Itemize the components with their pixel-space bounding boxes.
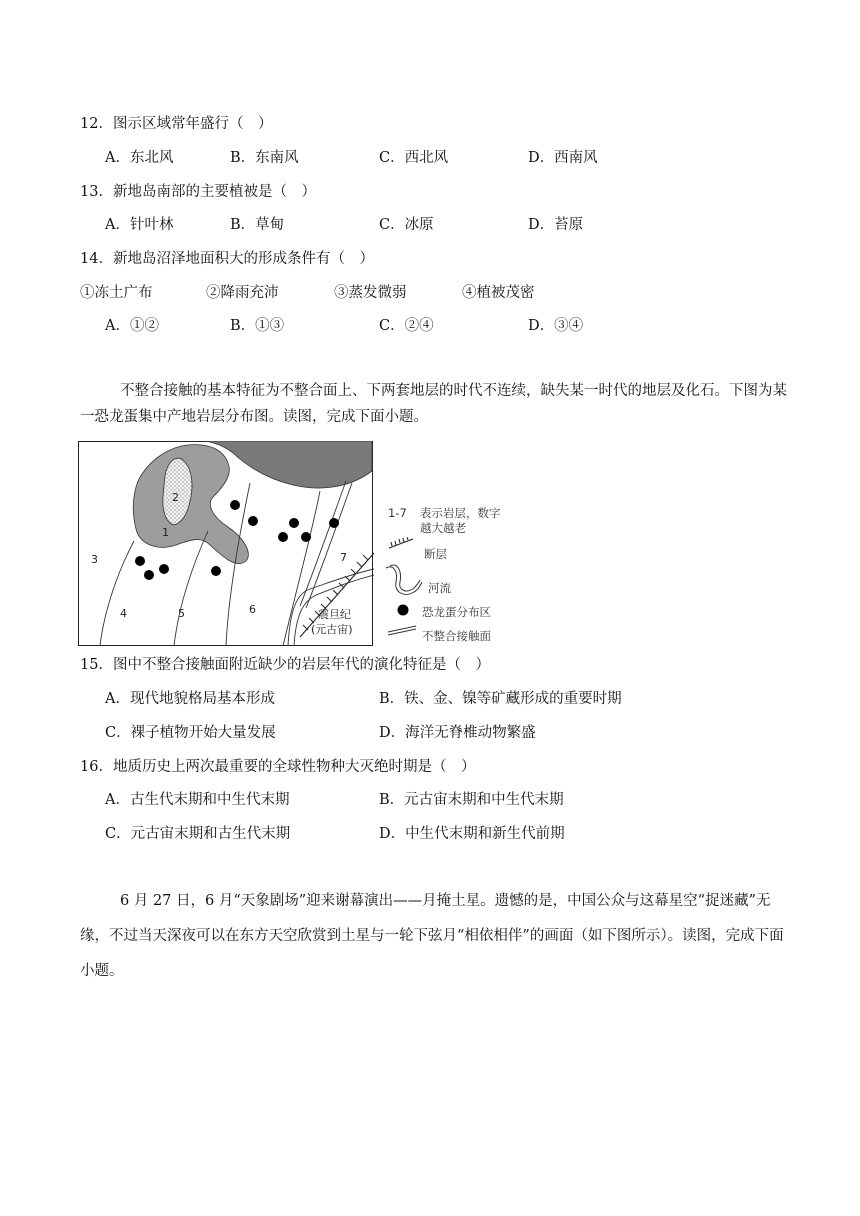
q15-option-b[interactable]: B．铁、金、镍等矿藏形成的重要时期 [379, 691, 622, 707]
question-15-stem: 15．图中不整合接触面附近缺少的岩层年代的演化特征是（ ） [80, 657, 490, 673]
label-layer-5: 5 [178, 607, 185, 620]
egg-dot [289, 518, 299, 528]
legend-layers-key: 1-7 [388, 506, 407, 520]
question-13-stem: 13．新地岛南部的主要植被是（ ） [80, 184, 316, 200]
egg-dot [211, 566, 221, 576]
legend-eggs: 恐龙蛋分布区 [422, 605, 491, 619]
q15-option-a[interactable]: A．现代地貌格局基本形成 [105, 691, 275, 707]
q15-option-d[interactable]: D．海洋无脊椎动物繁盛 [379, 725, 536, 741]
legend-river: 河流 [428, 581, 451, 595]
label-layer-7: 7 [340, 551, 347, 564]
q13-option-c[interactable]: C．冰原 [379, 217, 434, 233]
q14-condition-2: ②降雨充沛 [206, 285, 279, 301]
q16-option-d[interactable]: D．中生代末期和新生代前期 [379, 826, 565, 842]
egg-dot [278, 532, 288, 542]
label-layer-2: 2 [172, 491, 179, 504]
legend-layers-line1: 表示岩层，数字 [420, 506, 501, 520]
passage-unconformity: 不整合接触的基本特征为不整合面上、下两套地层的时代不连续，缺失某一时代的地层及化石。下图为某一恐龙蛋集中产地岩层分布图。读图，完成下面小题。 [80, 383, 787, 425]
q12-option-a[interactable]: A．东北风 [105, 150, 174, 166]
legend-layers-line2: 越大越老 [420, 521, 466, 535]
rock-layer-map [78, 441, 374, 647]
label-proterozoic: (元古宙) [311, 623, 353, 636]
passage-saturn-occultation: 6 月 27 日，6 月“天象剧场”迎来谢幕演出——月掩土星。遗憾的是，中国公众与这幕星空“捉迷藏”无缘，不过当天深夜可以在东方天空欣赏到土星与一轮下弦月“相依相伴”的画面（如下图所示）。读图，完成下面小题。 [80, 893, 784, 979]
question-16-stem: 16．地质历史上两次最重要的全球性物种大灭绝时期是（ ） [80, 759, 476, 775]
q14-condition-4: ④植被茂密 [462, 285, 535, 301]
q12-option-c[interactable]: C．西北风 [379, 150, 449, 166]
q14-condition-3: ③蒸发微弱 [334, 285, 407, 301]
q14-option-c[interactable]: C．②④ [379, 318, 434, 334]
legend-egg-icon [396, 603, 410, 617]
label-layer-4: 4 [120, 607, 127, 620]
q15-option-c[interactable]: C．裸子植物开始大量发展 [105, 725, 276, 741]
label-layer-1: 1 [162, 526, 169, 539]
question-14-stem: 14．新地岛沼泽地面积大的形成条件有（ ） [80, 251, 374, 267]
question-12-stem: 12．图示区域常年盛行（ ） [80, 116, 273, 132]
q14-option-b[interactable]: B．①③ [230, 318, 285, 334]
legend-river-icon [384, 562, 424, 600]
q14-option-a[interactable]: A．①② [105, 318, 159, 334]
egg-dot [248, 516, 258, 526]
q12-option-d[interactable]: D．西南风 [528, 150, 598, 166]
q14-option-d[interactable]: D．③④ [528, 318, 584, 334]
q16-option-b[interactable]: B．元古宙末期和中生代末期 [379, 792, 564, 808]
egg-dot [329, 518, 339, 528]
legend-fault: 断层 [424, 547, 447, 561]
legend-unconformity-icon [387, 624, 417, 636]
q12-option-b[interactable]: B．东南风 [230, 150, 299, 166]
q13-option-b[interactable]: B．草甸 [230, 217, 285, 233]
legend-unconformity: 不整合接触面 [422, 629, 491, 643]
label-layer-6: 6 [249, 603, 256, 616]
q13-option-a[interactable]: A．针叶林 [105, 217, 174, 233]
legend-fault-icon [388, 537, 414, 549]
q16-option-c[interactable]: C．元古宙末期和古生代末期 [105, 826, 291, 842]
egg-dot [301, 532, 311, 542]
egg-dot [135, 556, 145, 566]
q13-option-d[interactable]: D．苔原 [528, 217, 584, 233]
egg-dot [159, 564, 169, 574]
egg-dot [230, 500, 240, 510]
label-precambrian: 震旦纪 [318, 608, 351, 621]
label-layer-3: 3 [91, 553, 98, 566]
q14-condition-1: ①冻土广布 [80, 285, 153, 301]
q16-option-a[interactable]: A．古生代末期和中生代末期 [105, 792, 290, 808]
egg-dot [144, 570, 154, 580]
